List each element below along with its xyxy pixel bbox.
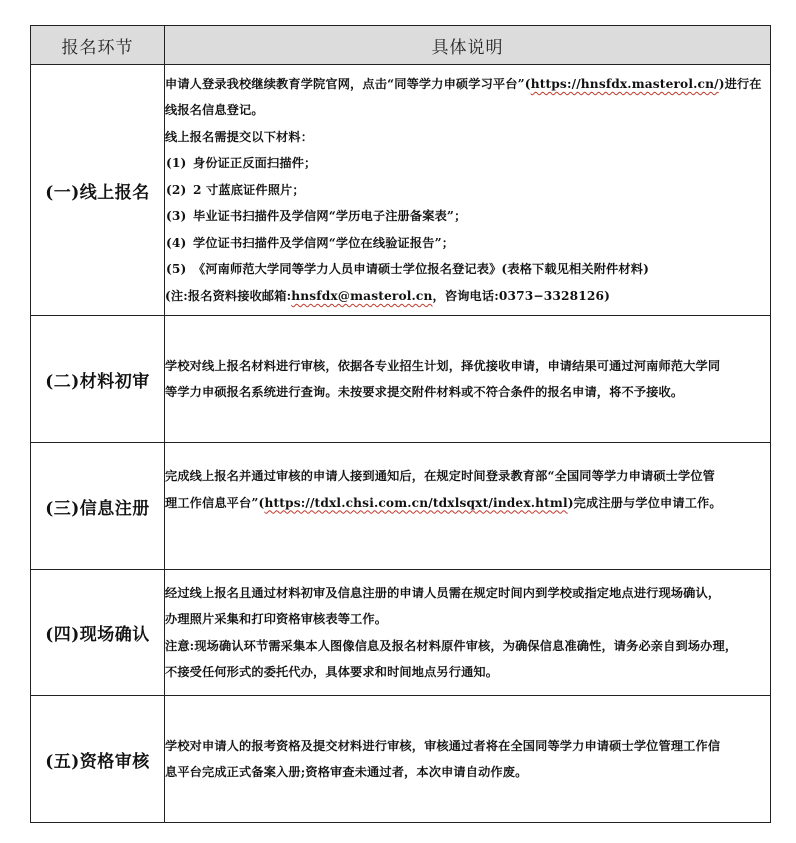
step-label: (五)资格审核 bbox=[31, 696, 165, 823]
desc-line: 经过线上报名且通过材料初审及信息注册的申请人员需在规定时间内到学校或指定地点进行现场确认， bbox=[165, 585, 721, 600]
list-item: (1) 身份证正反面扫描件； bbox=[166, 156, 317, 171]
step-label: (四)现场确认 bbox=[31, 570, 165, 696]
list-item: (5) 《河南师范大学同等学力人员申请硕士学位报名登记表》(表格下载见相关附件材料) bbox=[166, 262, 649, 277]
step-label: (三)信息注册 bbox=[31, 443, 165, 570]
email-link[interactable]: hnsfdx@masterol.cn bbox=[291, 288, 433, 303]
platform-link[interactable]: https://hnsfdx.masterol.cn/ bbox=[530, 76, 719, 91]
table-row bbox=[31, 570, 771, 696]
step-label: (二)材料初审 bbox=[31, 316, 165, 443]
desc-line: 理工作信息平台”(https://tdxl.chsi.com.cn/tdxlsqxt/index.html)完成注册与学位申请工作。 bbox=[165, 495, 722, 510]
step-description bbox=[165, 65, 771, 316]
list-item: (3) 毕业证书扫描件及学信网“学历电子注册备案表”； bbox=[166, 209, 467, 224]
desc-line: 完成线上报名并通过审核的申请人接到通知后，在规定时间登录教育部“全国同等学力申请硕士学位管 bbox=[165, 469, 716, 483]
desc-line: 申请人登录我校继续教育学院官网，点击“同等学力申硕学习平台”(https://hnsfdx.masterol.cn/)进行在 bbox=[165, 76, 762, 91]
step-label: (一)线上报名 bbox=[31, 65, 165, 316]
step-description bbox=[165, 570, 771, 696]
desc-line: 注意:现场确认环节需采集本人图像信息及报名材料原件审核，为确保信息准确性，请务必亲自到场办理， bbox=[165, 638, 738, 653]
header-step: 报名环节 bbox=[31, 26, 165, 65]
desc-line: 办理照片采集和打印资格审核表等工作。 bbox=[165, 612, 388, 626]
step-description bbox=[165, 316, 771, 443]
desc-line: 学校对申请人的报考资格及提交材料进行审核，审核通过者将在全国同等学力申请硕士学位管理工作信 bbox=[165, 738, 721, 753]
desc-line: 不接受任何形式的委托代办，具体要求和时间地点另行通知。 bbox=[165, 665, 499, 679]
desc-line: 息平台完成正式备案入册;资格审查未通过者，本次申请自动作废。 bbox=[165, 765, 528, 779]
desc-line: 学校对线上报名材料进行审核，依据各专业招生计划，择优接收申请，申请结果可通过河南师范大学同 bbox=[165, 358, 721, 373]
contact-note: (注:报名资料接收邮箱:hnsfdx@masterol.cn，咨询电话:0373−3328126) bbox=[165, 288, 611, 303]
table-row bbox=[31, 316, 771, 443]
table-row bbox=[31, 443, 771, 570]
desc-line: 线报名信息登记。 bbox=[165, 103, 264, 118]
chsi-link[interactable]: https://tdxl.chsi.com.cn/tdxlsqxt/index.html bbox=[264, 495, 568, 510]
table-row bbox=[31, 696, 771, 823]
step-description bbox=[165, 696, 771, 823]
table-header-row bbox=[31, 26, 771, 65]
list-item: (2) 2 寸蓝底证件照片； bbox=[166, 182, 305, 197]
desc-line: 等学力申硕报名系统进行查询。未按要求提交附件材料或不符合条件的报名申请，将不予接收。 bbox=[165, 385, 684, 399]
header-description: 具体说明 bbox=[165, 26, 771, 65]
list-item: (4) 学位证书扫描件及学信网“学位在线验证报告”； bbox=[166, 235, 455, 250]
desc-line: 线上报名需提交以下材料： bbox=[165, 129, 314, 144]
registration-steps-table bbox=[30, 25, 771, 823]
table-row bbox=[31, 65, 771, 316]
step-description bbox=[165, 443, 771, 570]
